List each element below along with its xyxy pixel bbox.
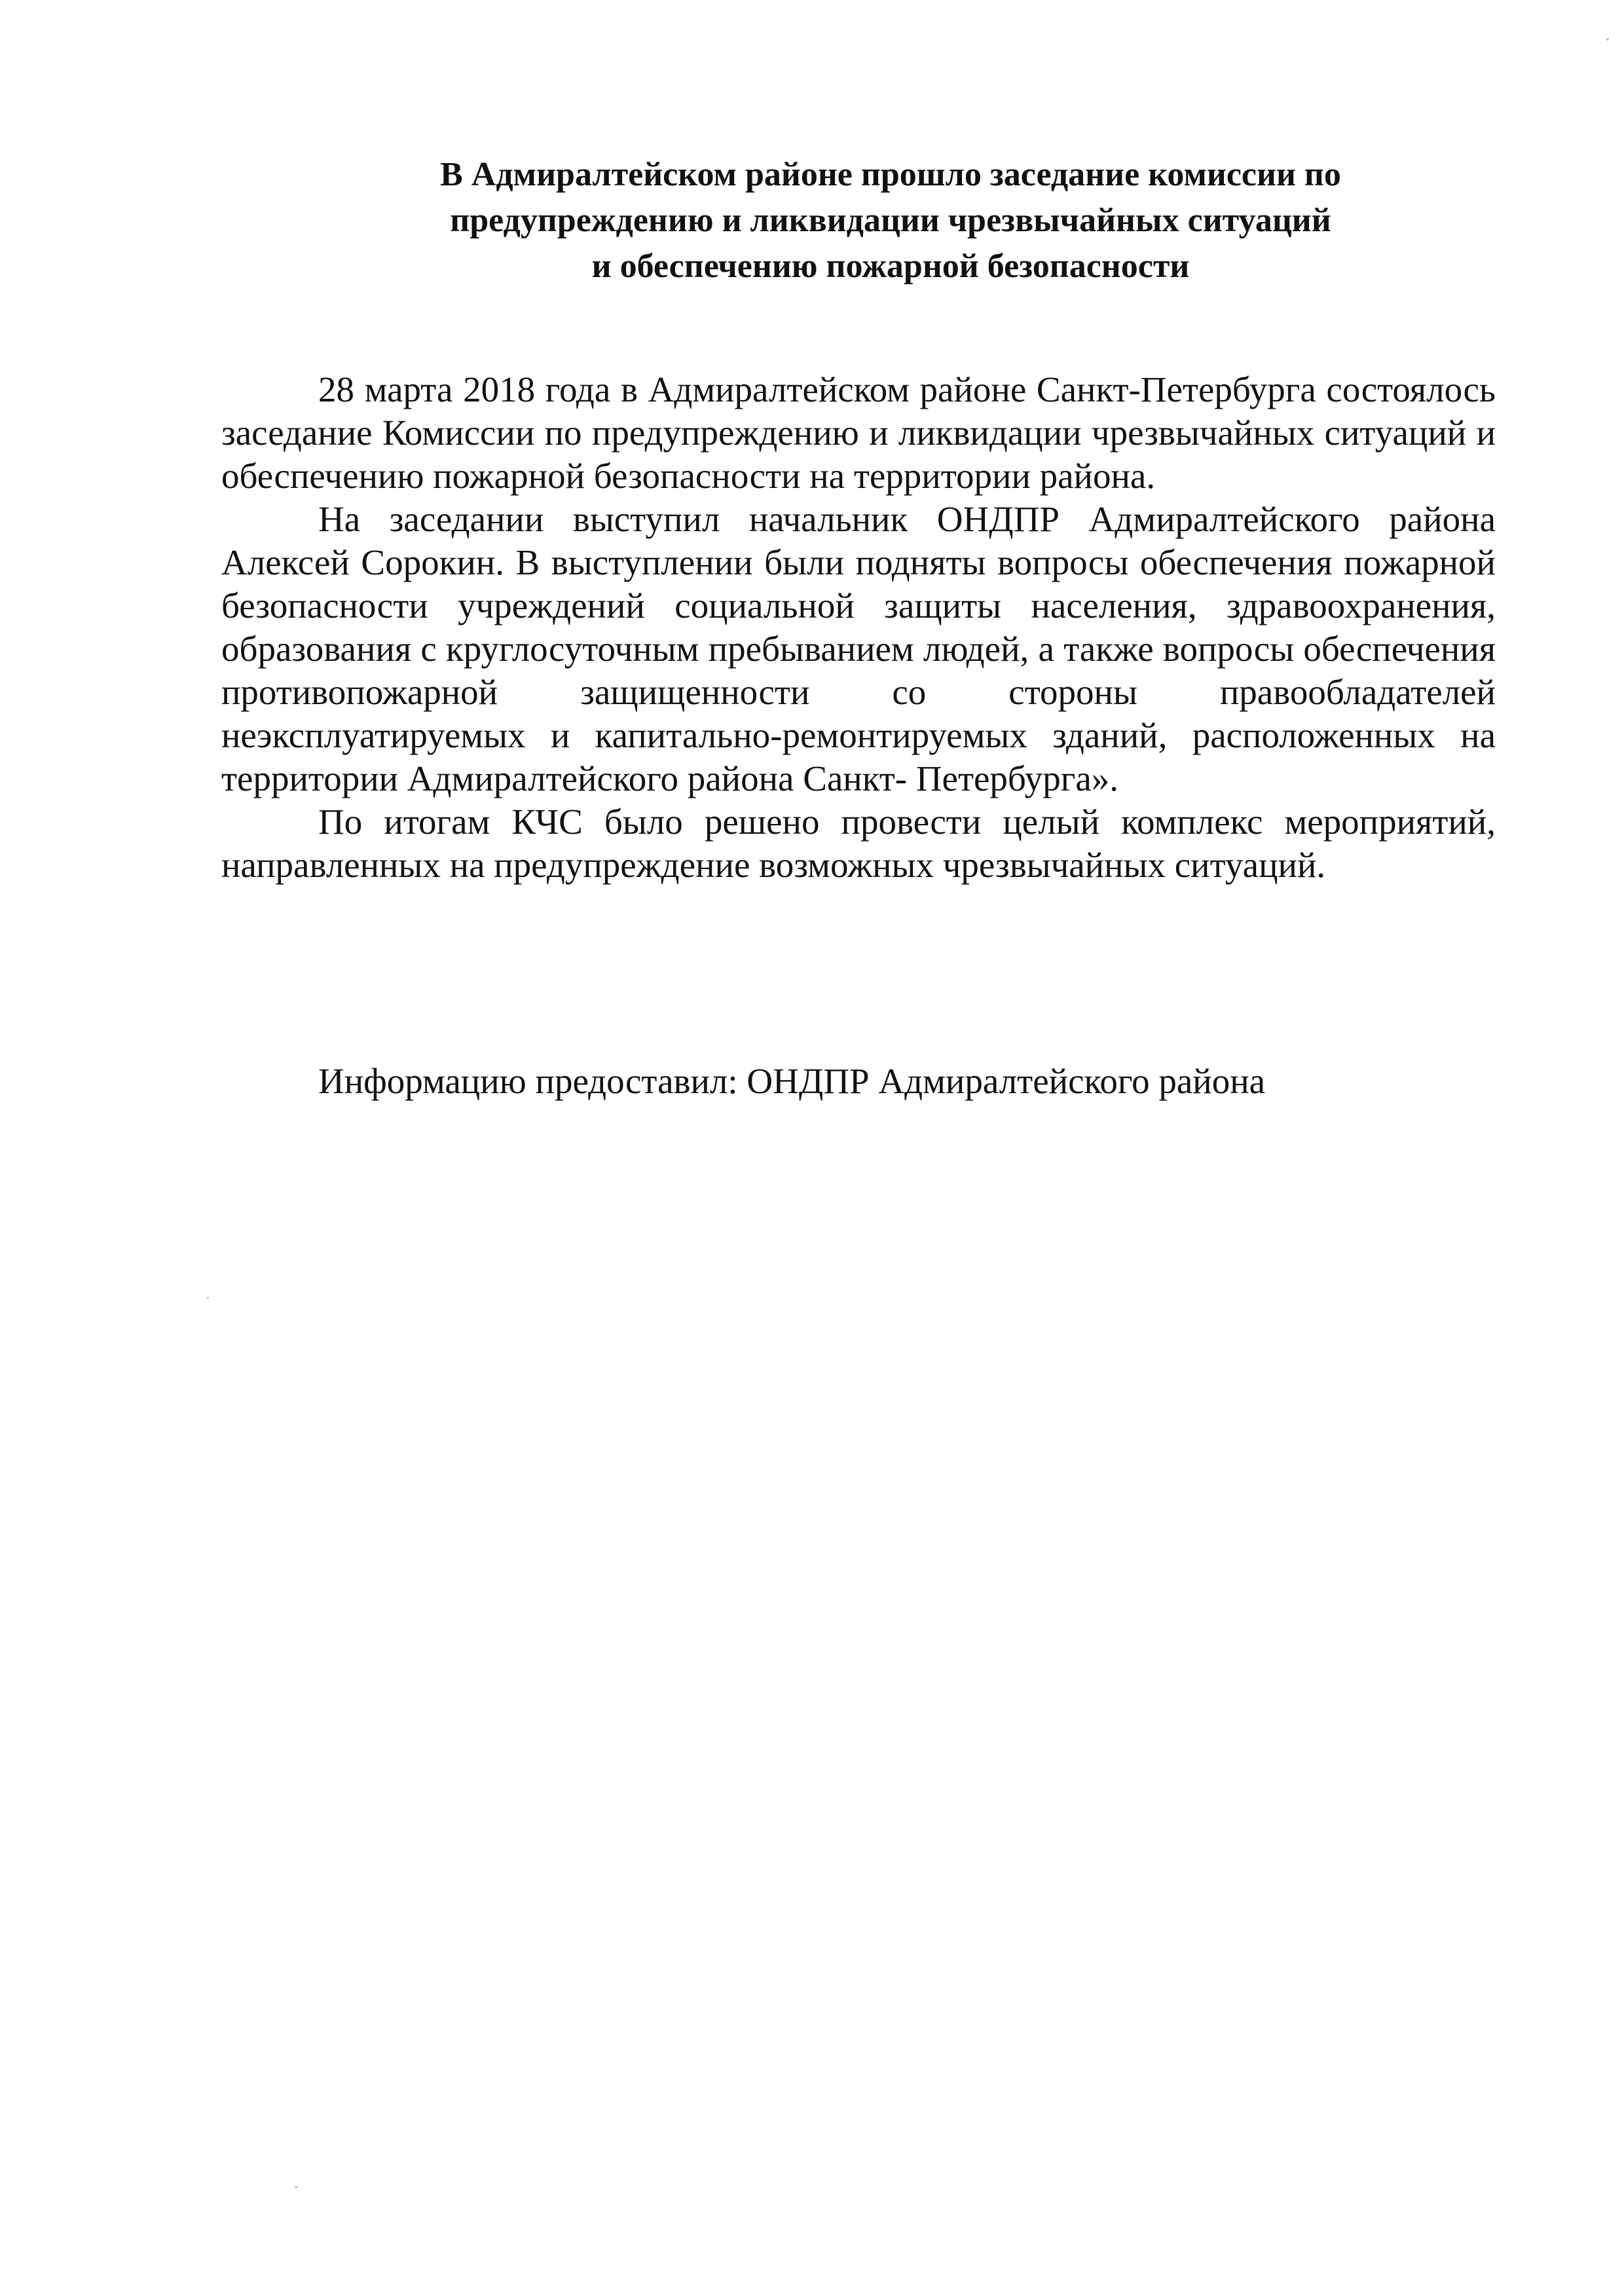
source-attribution: Информацию предоставил: ОНДПР Адмиралтейского района — [318, 1061, 1266, 1101]
title-line-2: предупреждению и ликвидации чрезвычайных ситуаций — [450, 202, 1331, 239]
paragraph-1: 28 марта 2018 года в Адмиралтейском районе Санкт-Петербурга состоялось заседание Комиссии по предупреждению и ликвидации чрезвычайных ситуаций и обеспечению пожарной безопасности на территории района. — [221, 369, 1496, 496]
paragraph-3: По итогам КЧС было решено провести целый комплекс мероприятий, направленных на предупреждение возможных чрезвычайных ситуаций. — [221, 802, 1496, 885]
title-line-3: и обеспечению пожарной безопасности — [591, 248, 1190, 285]
paragraph-2: На заседании выступил начальник ОНДПР Адмиралтейского района Алексей Сорокин. В выступлении были подняты вопросы обеспечения пожарной безопасности учреждений социальной защиты населения, здравоохранения, образования с круглосуточным пребыванием людей, а также вопросы обеспечения противопожарной защищенности со стороны правообладателей неэксплуатируемых и капитально-ремонтируемых зданий, расположенных на территории Адмиралтейского района Санкт- Петербурга». — [221, 499, 1496, 798]
scan-speck — [207, 1297, 209, 1299]
scan-speck — [1606, 38, 1609, 41]
document-body — [221, 368, 1496, 887]
scan-speck — [295, 2186, 298, 2188]
document-title — [354, 152, 1428, 289]
title-line-1: В Адмиралтейском районе прошло заседание комиссии по — [440, 156, 1341, 193]
